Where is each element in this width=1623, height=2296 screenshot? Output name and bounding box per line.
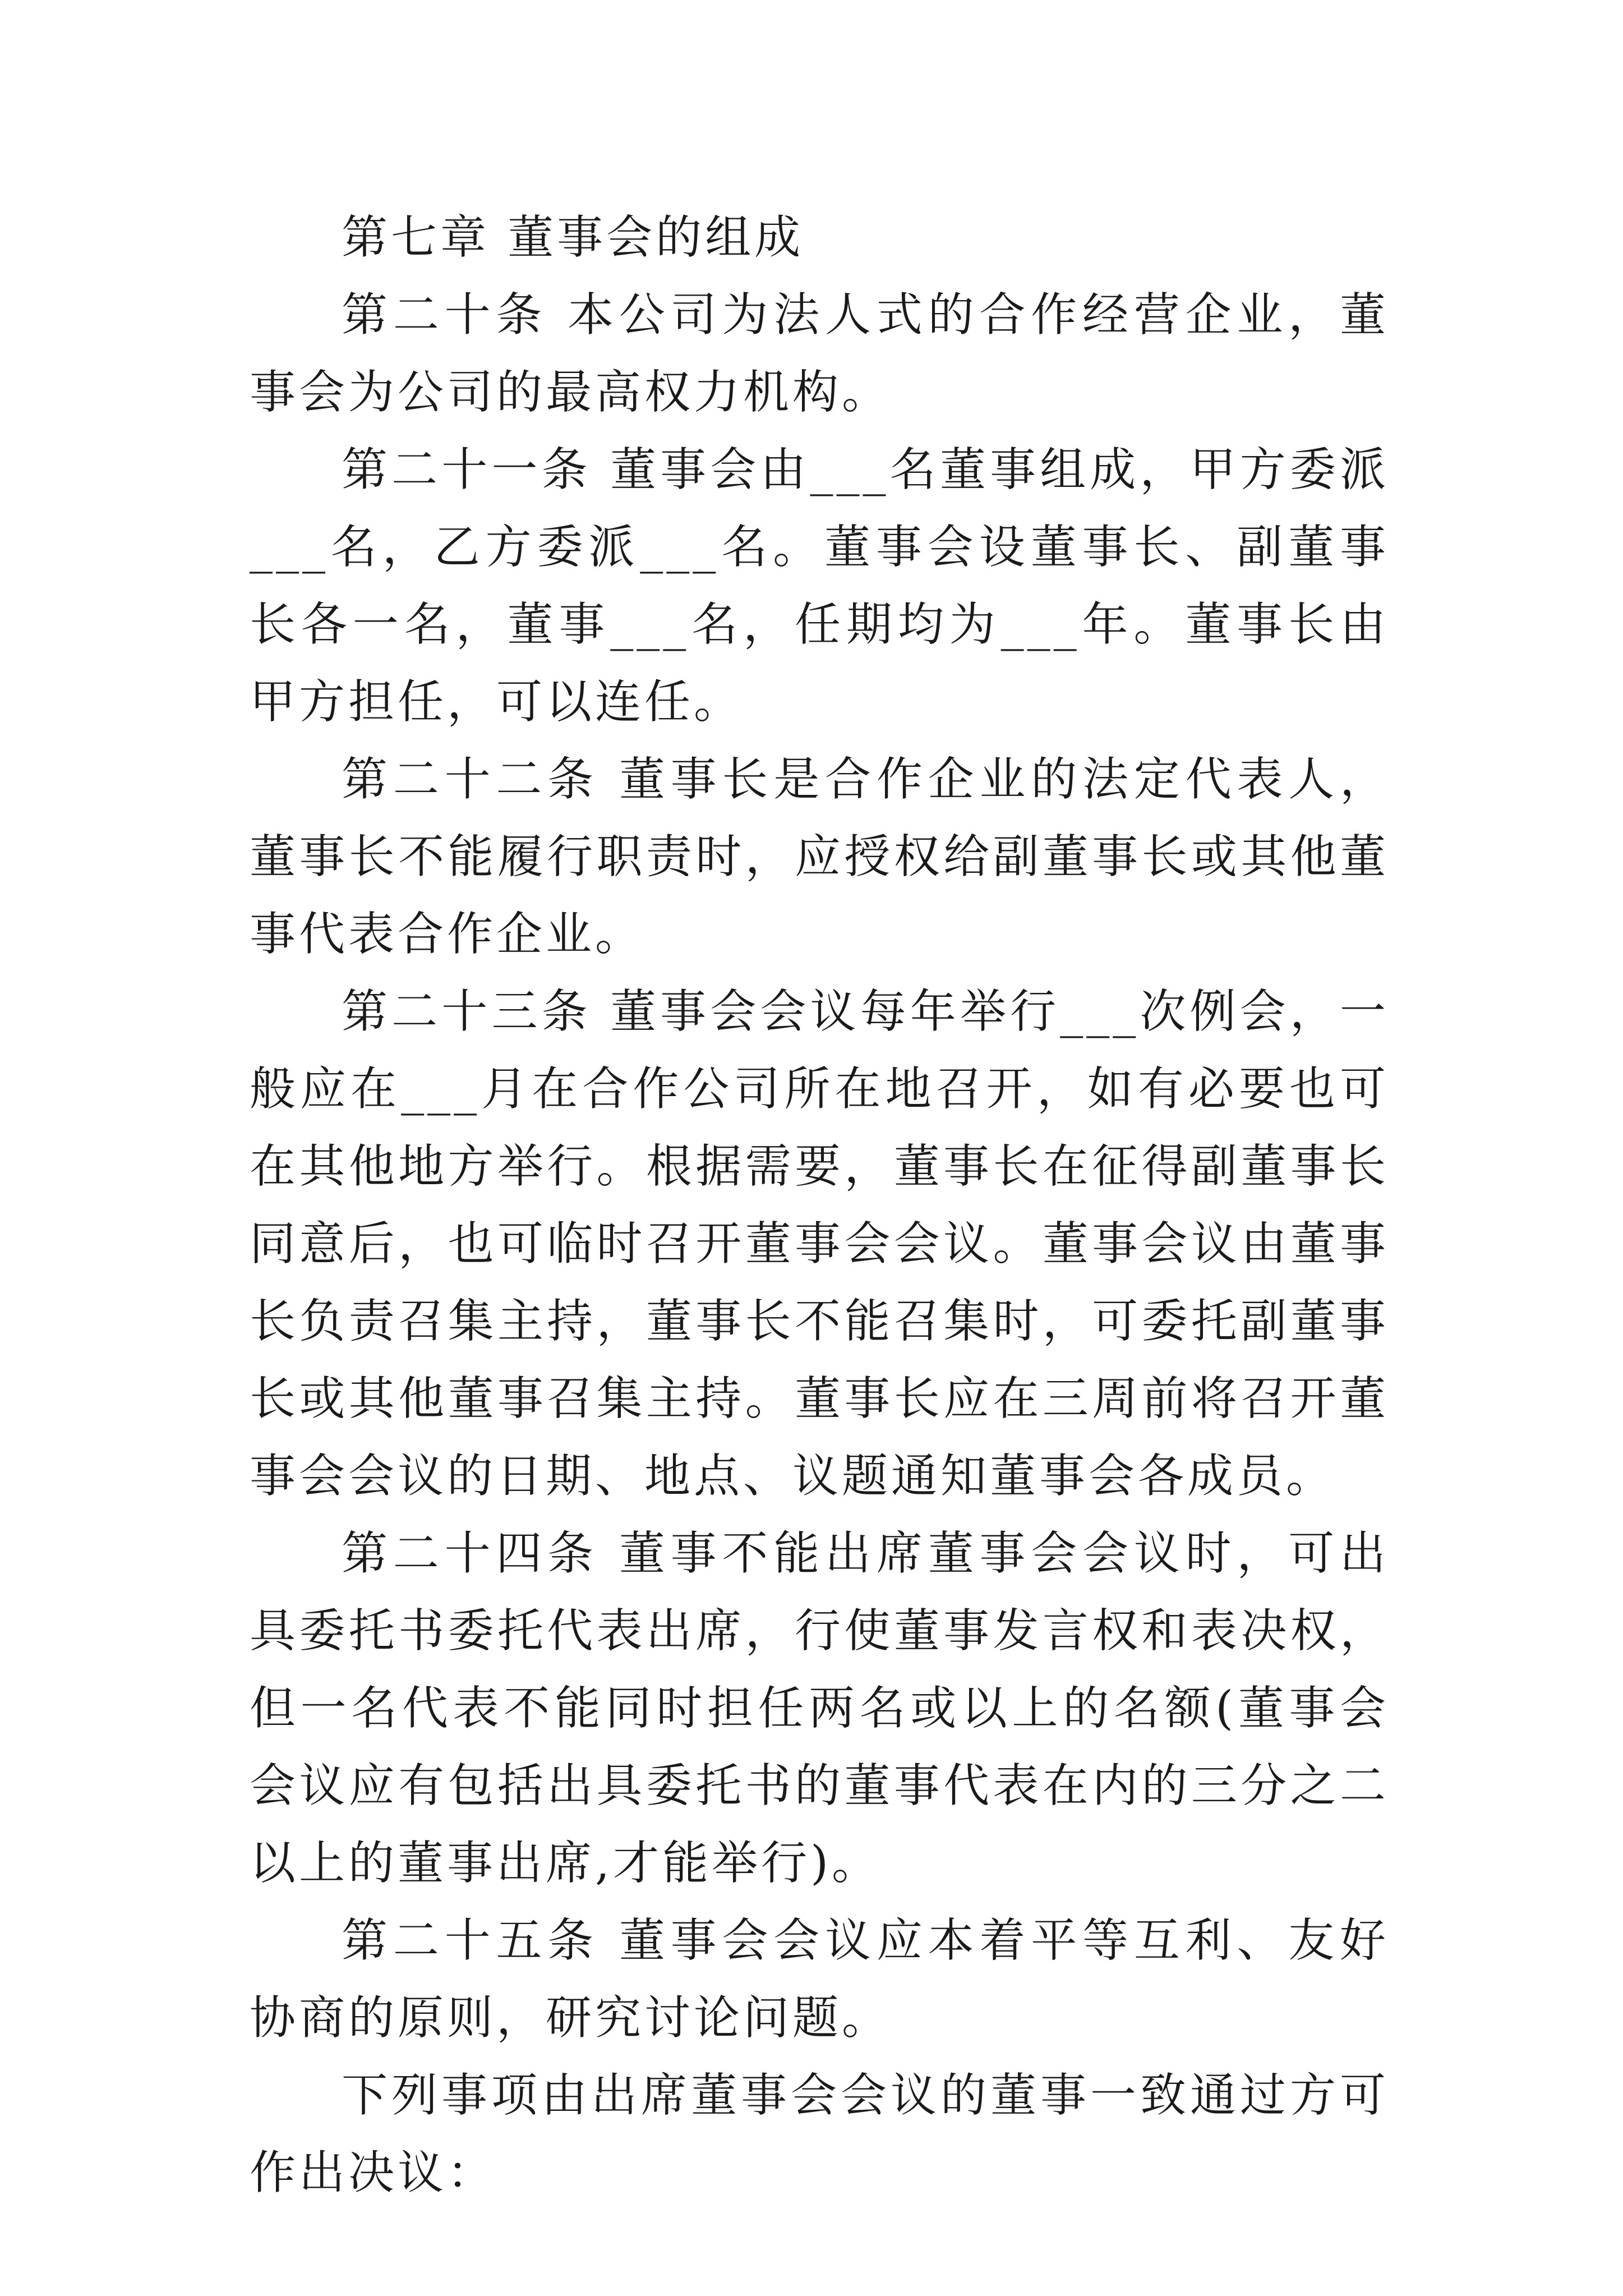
document-body [250,199,1389,2212]
resolution-intro: 下列事项由出席董事会会议的董事一致通过方可作出决议： [250,2069,1389,2200]
article-23: 第二十三条 董事会会议每年举行___次例会，一般应在___月在合作公司所在地召开，如有必要也可在其他地方举行。根据需要，董事长在征得副董事长同意后，也可临时召开董事会会议。董事会议由董事长负责召集主持，董事长不能召集时，可委托副董事长或其他董事召集主持。董事长应在三周前将召开董事会会议的日期、地点、议题通知董事会各成员。 [250,985,1389,1503]
chapter-title: 第七章 董事会的组成 [342,211,804,264]
article-25: 第二十五条 董事会会议应本着平等互利、友好协商的原则，研究讨论问题。 [250,1914,1389,2045]
article-24: 第二十四条 董事不能出席董事会会议时，可出具委托书委托代表出席，行使董事发言权和表决权，但一名代表不能同时担任两名或以上的名额(董事会会议应有包括出具委托书的董事代表在内的三分之二以上的董事出席,才能举行)。 [250,1527,1389,1890]
article-20: 第二十条 本公司为法人式的合作经营企业，董事会为公司的最高权力机构。 [250,288,1389,419]
article-21: 第二十一条 董事会由___名董事组成，甲方委派___名，乙方委派___名。董事会设董事长、副董事长各一名，董事___名，任期均为___年。董事长由甲方担任，可以连任。 [250,443,1389,729]
article-22: 第二十二条 董事长是合作企业的法定代表人，董事长不能履行职责时，应授权给副董事长或其他董事代表合作企业。 [250,753,1389,961]
